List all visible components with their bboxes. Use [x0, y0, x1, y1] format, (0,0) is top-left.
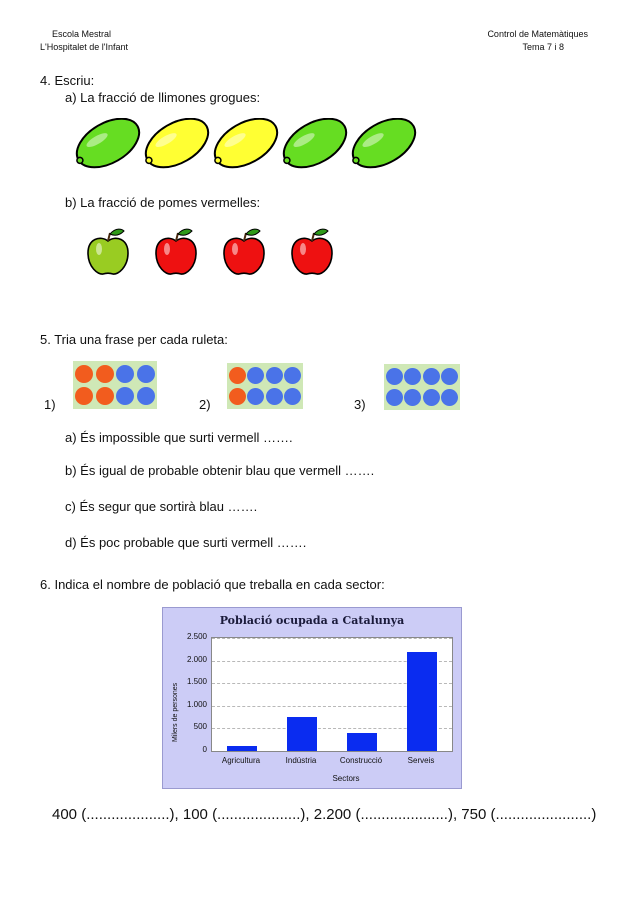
spinner-2-dot-blue — [247, 388, 264, 405]
spinner-1-dot-blue — [116, 365, 134, 383]
spinner-2-dot-red — [229, 388, 246, 405]
spinner-2-dot-blue — [284, 388, 301, 405]
lemons-row — [70, 118, 420, 170]
answer-line: 400 (....................), 100 (....................), 2.200 (.....................), 750 (.......................) — [52, 806, 597, 823]
chart-x-tick-label: Construcció — [339, 756, 383, 765]
spinner-1-dot-red — [96, 387, 114, 405]
chart-y-tick-label: 1.000 — [186, 699, 207, 709]
spinner-3-dot-blue — [441, 389, 458, 406]
apples-row — [80, 225, 340, 280]
spinner-3-dot-blue — [423, 368, 440, 385]
lemon-yellow — [136, 118, 217, 170]
spinner-1 — [73, 361, 157, 409]
option-a: a) És impossible que surti vermell ……. — [65, 430, 293, 445]
school-name: Escola Mestral — [52, 29, 112, 39]
wheel-label-2: 2) — [199, 397, 211, 412]
chart-x-tick-label: Indústria — [285, 756, 317, 765]
chart-gridline — [212, 638, 452, 639]
question-4-title: 4. Escriu: — [40, 73, 95, 88]
spinner-2-dot-blue — [266, 367, 283, 384]
spinner-3-dot-blue — [404, 368, 421, 385]
spinner-1-dot-red — [75, 365, 93, 383]
chart-x-axis-label: Sectors — [332, 774, 360, 783]
question-4a: a) La fracció de llimones grogues: — [65, 90, 261, 105]
chart-y-tick-label: 500 — [193, 722, 207, 732]
spinner-1-dot-red — [96, 365, 114, 383]
spinner-3-dot-blue — [386, 389, 403, 406]
apple-red — [292, 229, 332, 274]
spinner-2 — [227, 363, 303, 409]
spinner-2-dot-blue — [247, 367, 264, 384]
chart-title: Població ocupada a Catalunya — [219, 614, 405, 627]
chart-y-tick-label: 1.500 — [186, 677, 207, 687]
option-d: d) És poc probable que surti vermell ……. — [65, 535, 307, 550]
apple-red — [156, 229, 196, 274]
exam-topic: Tema 7 i 8 — [522, 42, 564, 52]
wheel-label-3: 3) — [354, 397, 366, 412]
apple-red — [224, 229, 264, 274]
chart-y-tick-label: 0 — [202, 745, 207, 754]
chart-y-axis-label: Milers de persones — [172, 682, 179, 742]
chart-bar-agricultura — [227, 746, 257, 751]
chart-y-tick-label: 2.000 — [186, 654, 207, 664]
spinner-3-dot-blue — [404, 389, 421, 406]
option-c: c) És segur que sortirà blau ……. — [65, 499, 258, 514]
question-6-title: 6. Indica el nombre de població que treballa en cada sector: — [40, 577, 385, 592]
lemon-green — [70, 118, 147, 170]
spinner-3-dot-blue — [423, 389, 440, 406]
spinner-1-dot-blue — [137, 387, 155, 405]
question-4b: b) La fracció de pomes vermelles: — [65, 195, 261, 210]
spinner-1-dot-blue — [137, 365, 155, 383]
spinner-2-dot-blue — [266, 388, 283, 405]
apple-green — [88, 229, 128, 274]
spinner-2-dot-blue — [284, 367, 301, 384]
question-5-title: 5. Tria una frase per cada ruleta: — [40, 332, 228, 347]
chart-y-tick-label: 2.500 — [186, 632, 207, 641]
spinner-3-dot-blue — [441, 368, 458, 385]
exam-title: Control de Matemàtiques — [487, 29, 588, 39]
chart-bar-construcció — [347, 733, 377, 751]
spinner-3-dot-blue — [386, 368, 403, 385]
spinner-2-dot-red — [229, 367, 246, 384]
chart-x-tick-label: Serveis — [407, 756, 435, 765]
chart-bar-serveis — [407, 652, 437, 751]
chart-x-tick-label: Agricultura — [221, 756, 261, 765]
population-chart — [162, 607, 462, 789]
spinner-1-dot-red — [75, 387, 93, 405]
lemon-green — [343, 118, 420, 170]
spinner-3 — [384, 364, 460, 410]
option-b: b) És igual de probable obtenir blau que vermell ……. — [65, 463, 375, 478]
spinner-1-dot-blue — [116, 387, 134, 405]
chart-bar-indústria — [287, 717, 317, 751]
lemon-green — [274, 118, 355, 170]
lemon-yellow — [205, 118, 286, 170]
chart-plot-area — [211, 637, 453, 752]
school-city: L'Hospitalet de l'Infant — [40, 42, 128, 52]
wheel-label-1: 1) — [44, 397, 56, 412]
